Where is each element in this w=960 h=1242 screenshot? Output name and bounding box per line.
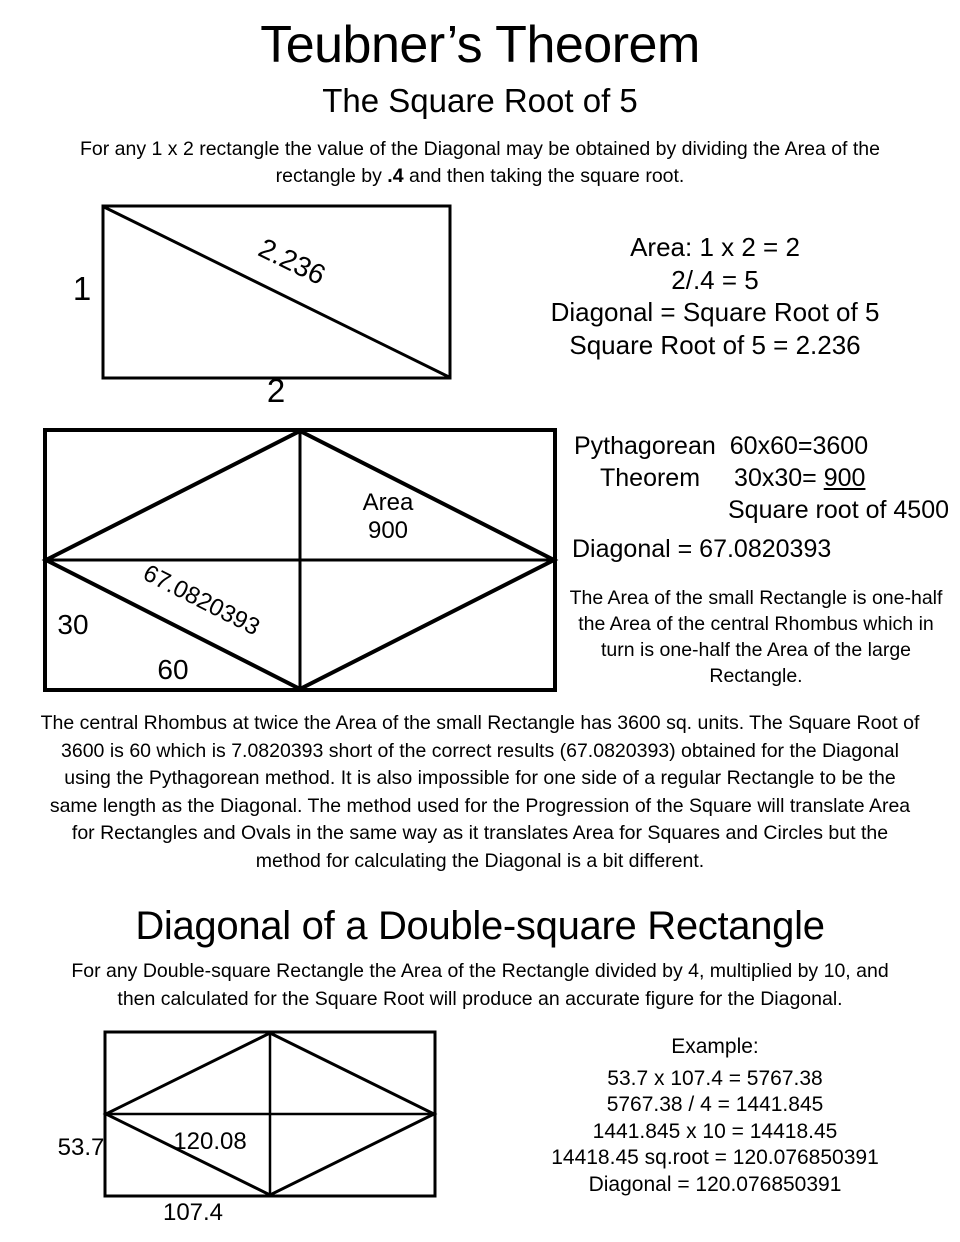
figure1-height-label: 1	[72, 270, 92, 307]
figure2-height-label: 30	[57, 609, 89, 640]
figure3-height-label: 53.7	[57, 1134, 105, 1161]
calc2-theorem-prefix: 30x30=	[734, 464, 817, 492]
figure2-diagonal-label: 67.0820393	[138, 559, 265, 642]
intro-text-part1: For any 1 x 2 rectangle the value of the Diagonal may be obtained by dividing the Area of the rectangle by	[79, 138, 880, 187]
calc-block-square-root-of-5	[480, 231, 950, 361]
figure1-width-label: 2	[266, 372, 286, 409]
figure2-area-value: 900	[367, 517, 409, 544]
calc-block-pythagorean	[560, 430, 955, 565]
double-square-paragraph: For any Double-square Rectangle the Area of the Rectangle divided by 4, multiplied by 10, and then calculated for the Square Root will produce an accurate figure for the Diagonal.	[71, 960, 889, 1010]
calc2-theorem-word: Theorem	[600, 464, 701, 492]
intro-text-part2: and then taking the square root.	[403, 165, 685, 187]
page-title: Teubner’s Theorem	[260, 16, 700, 74]
example-line-1: 53.7 x 107.4 = 5767.38	[607, 1066, 823, 1090]
calc2-row-diagonal: Diagonal = 67.0820393	[572, 535, 832, 563]
calc2-row-pythagorean	[560, 430, 955, 462]
figure-one-by-two-rectangle	[60, 196, 480, 426]
calc1-line-result: Square Root of 5 = 2.236	[569, 329, 861, 360]
example-line-4: 14418.45 sq.root = 120.076850391	[551, 1146, 879, 1169]
figure-rhombus-double-square	[55, 1024, 475, 1234]
calc1-line-area: Area: 1 x 2 = 2	[630, 232, 800, 262]
body-paragraph: The central Rhombus at twice the Area of the small Rectangle has 3600 sq. units. The Square Root of 3600 is 60 which is 7.0820393 short of the correct results (67.0820393) obtained for the Diagonal using the Pythagorean method. It is also impossible for one side of a regular Rectangle to be the same length as the Diagonal. The method used for the Progression of the Square will translate Area for Rectangles and Ovals in the same way as it translates Area for Squares and Circles but the method for calculating the Diagonal is a bit different.	[40, 712, 920, 872]
page-subtitle: The Square Root of 5	[322, 82, 638, 119]
section-title-double-square: Diagonal of a Double-square Rectangle	[135, 904, 825, 948]
intro-bold-value: .4	[387, 165, 404, 187]
calc1-line-diagonal: Diagonal = Square Root of 5	[550, 297, 880, 327]
example-line-2: 5767.38 / 4 = 1441.845	[606, 1093, 824, 1116]
figure1-diagonal-label: 2.236	[253, 232, 331, 291]
figure3-diagonal-label: 120.08	[173, 1128, 247, 1155]
figure-rhombus-in-rectangle	[28, 422, 588, 707]
intro-paragraph	[55, 136, 905, 190]
calc2-pythagorean-word: Pythagorean	[574, 432, 716, 460]
figure3-width-label: 107.4	[162, 1199, 224, 1226]
calc1-line-divide: 2/.4 = 5	[671, 264, 759, 295]
example-line-3: 1441.845 x 10 = 14418.45	[592, 1119, 838, 1143]
calc2-row-theorem	[560, 462, 955, 494]
note-area-relationship: The Area of the small Rectangle is one-half the Area of the central Rhombus which in turn is one-half the Area of the large Rectangle.	[569, 587, 943, 687]
example-line-5: Diagonal = 120.076850391	[588, 1172, 842, 1196]
example-block	[480, 1034, 950, 1198]
figure2-area-label: Area	[362, 489, 414, 516]
calc2-theorem-value: 900	[823, 464, 866, 492]
example-heading: Example:	[671, 1035, 759, 1058]
calc2-pyth-value: 60x60=3600	[729, 432, 869, 460]
calc2-row-square-root: Square root of 4500	[728, 496, 949, 524]
figure2-width-label: 60	[157, 654, 189, 685]
